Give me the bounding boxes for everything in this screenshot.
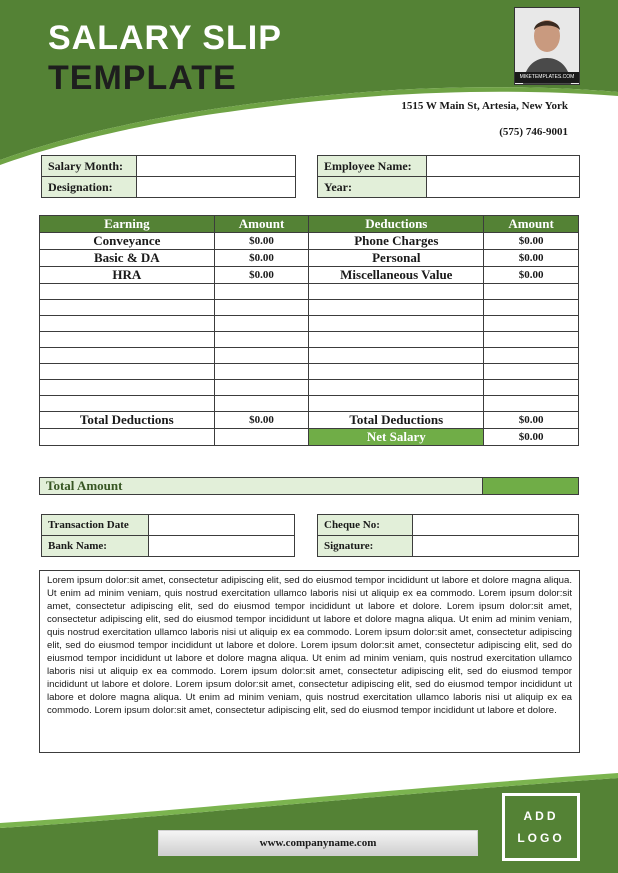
earning-amount-cell[interactable] bbox=[214, 316, 309, 332]
table-row bbox=[40, 332, 579, 348]
earning-amount-cell[interactable]: $0.00 bbox=[214, 267, 309, 284]
deduction-amount-cell[interactable]: $0.00 bbox=[484, 233, 579, 250]
designation-field[interactable] bbox=[137, 177, 296, 198]
earning-amount-cell[interactable] bbox=[214, 284, 309, 300]
deduction-cell[interactable] bbox=[309, 316, 484, 332]
earning-amount-cell[interactable] bbox=[214, 332, 309, 348]
earning-amount-cell[interactable]: $0.00 bbox=[214, 233, 309, 250]
earning-amount-cell[interactable]: $0.00 bbox=[214, 412, 309, 429]
deduction-cell[interactable]: Total Deductions bbox=[309, 412, 484, 429]
deduction-amount-cell[interactable] bbox=[484, 284, 579, 300]
deduction-cell[interactable]: Personal bbox=[309, 250, 484, 267]
employee-name-label: Employee Name: bbox=[318, 156, 427, 177]
bank-name-label: Bank Name: bbox=[42, 536, 149, 557]
table-row bbox=[40, 316, 579, 332]
transaction-date-field[interactable] bbox=[149, 515, 295, 536]
earning-cell[interactable] bbox=[40, 332, 215, 348]
table-row bbox=[40, 348, 579, 364]
table-row bbox=[40, 284, 579, 300]
earning-cell[interactable] bbox=[40, 300, 215, 316]
deduction-amount-cell[interactable] bbox=[484, 396, 579, 412]
logo-text-line-2: LOGO bbox=[517, 831, 565, 845]
net-salary-value[interactable]: $0.00 bbox=[484, 429, 579, 446]
designation-label: Designation: bbox=[42, 177, 137, 198]
notes-text-box: Lorem ipsum dolor:sit amet, consectetur adipiscing elit, sed do eiusmod tempor incididunt ut labore et dolore magna aliqua. Ut enim ad minim veniam, quis nostrud exercitation ullamco laboris nisi ut aliquip ex ea commodo. Lorem ipsum dolor:sit amet, consectetur adipiscing elit, sed do eiusmod tempor incididunt ut labore et dolore. Lorem ipsum dolor:sit amet, consectetur adipiscing elit, sed do eiusmod tempor incididunt ut labore et dolore magna aliqua. Ut enim ad minim veniam, quis nostrud exercitation ullamco laboris nisi ut aliquip ex ea commodo. Lorem ipsum dolor:sit amet, consectetur adipiscing elit, sed do eiusmod tempor incididunt ut labore et dolore. Lorem ipsum dolor:sit amet, consectetur adipiscing elit, sed do eiusmod tempor incididunt ut labore et dolore magna aliqua. Ut enim ad minim veniam, quis nostrud exercitation ullamco laboris nisi ut aliquip ex ea commodo. Lorem ipsum dolor:sit amet, consectetur adipiscing elit, sed do eiusmod tempor incididunt ut labore et dolore. Lorem ipsum dolor:sit amet, consectetur adipiscing elit, sed do eiusmod tempor incididunt ut labore et dolore magna aliqua. Ut enim ad minim veniam, quis nostrud exercitation ullamco laboris nisi ut aliquip ex ea commodo. Lorem ipsum dolor:sit amet, consectetur adipiscing elit, sed do eiusmod tempor incididunt ut labore et dolore. bbox=[39, 570, 580, 753]
header-earning-amount: Amount bbox=[214, 216, 309, 233]
earning-cell[interactable]: HRA bbox=[40, 267, 215, 284]
table-row bbox=[40, 380, 579, 396]
earning-amount-cell[interactable] bbox=[214, 348, 309, 364]
header-deduction-amount: Amount bbox=[484, 216, 579, 233]
title-line-2: TEMPLATE bbox=[48, 59, 237, 97]
salary-month-field[interactable] bbox=[137, 156, 296, 177]
payment-info-right bbox=[317, 514, 579, 557]
table-row bbox=[40, 250, 579, 267]
employee-info-left bbox=[41, 155, 296, 198]
net-row-empty-1[interactable] bbox=[40, 429, 215, 446]
employee-info-right bbox=[317, 155, 580, 198]
earning-amount-cell[interactable] bbox=[214, 396, 309, 412]
company-address: 1515 W Main St, Artesia, New York bbox=[401, 100, 568, 112]
deduction-cell[interactable] bbox=[309, 300, 484, 316]
deduction-cell[interactable]: Miscellaneous Value bbox=[309, 267, 484, 284]
earnings-deductions-table bbox=[39, 215, 579, 446]
table-row bbox=[40, 233, 579, 250]
cheque-no-label: Cheque No: bbox=[318, 515, 413, 536]
earning-amount-cell[interactable]: $0.00 bbox=[214, 250, 309, 267]
deduction-cell[interactable] bbox=[309, 380, 484, 396]
table-row bbox=[40, 412, 579, 429]
company-phone: (575) 746-9001 bbox=[499, 126, 568, 138]
deduction-cell[interactable] bbox=[309, 332, 484, 348]
deduction-amount-cell[interactable] bbox=[484, 316, 579, 332]
earning-cell[interactable]: Total Deductions bbox=[40, 412, 215, 429]
deduction-cell[interactable] bbox=[309, 364, 484, 380]
earning-cell[interactable] bbox=[40, 348, 215, 364]
earning-cell[interactable]: Basic & DA bbox=[40, 250, 215, 267]
year-label: Year: bbox=[318, 177, 427, 198]
earning-cell[interactable] bbox=[40, 364, 215, 380]
deduction-amount-cell[interactable]: $0.00 bbox=[484, 250, 579, 267]
table-row bbox=[40, 267, 579, 284]
net-row-empty-2[interactable] bbox=[214, 429, 309, 446]
earning-cell[interactable] bbox=[40, 396, 215, 412]
title-line-1: SALARY SLIP bbox=[48, 19, 282, 57]
earning-cell[interactable] bbox=[40, 316, 215, 332]
photo-caption: MIKETEMPLATES.COM bbox=[515, 72, 579, 83]
deduction-amount-cell[interactable] bbox=[484, 348, 579, 364]
earning-cell[interactable]: Conveyance bbox=[40, 233, 215, 250]
cheque-no-field[interactable] bbox=[413, 515, 579, 536]
earning-amount-cell[interactable] bbox=[214, 364, 309, 380]
bank-name-field[interactable] bbox=[149, 536, 295, 557]
earning-amount-cell[interactable] bbox=[214, 300, 309, 316]
earning-cell[interactable] bbox=[40, 380, 215, 396]
total-amount-row bbox=[39, 477, 579, 495]
deduction-cell[interactable] bbox=[309, 284, 484, 300]
company-website[interactable]: www.companyname.com bbox=[158, 830, 478, 856]
table-row bbox=[40, 364, 579, 380]
deduction-amount-cell[interactable] bbox=[484, 380, 579, 396]
logo-text-line-1: ADD bbox=[523, 809, 559, 823]
earning-amount-cell[interactable] bbox=[214, 380, 309, 396]
year-field[interactable] bbox=[427, 177, 580, 198]
deduction-cell[interactable] bbox=[309, 348, 484, 364]
signature-field[interactable] bbox=[413, 536, 579, 557]
net-salary-row bbox=[40, 429, 579, 446]
table-row bbox=[40, 300, 579, 316]
deduction-amount-cell[interactable] bbox=[484, 332, 579, 348]
deduction-amount-cell[interactable]: $0.00 bbox=[484, 267, 579, 284]
transaction-date-label: Transaction Date bbox=[42, 515, 149, 536]
net-salary-label: Net Salary bbox=[309, 429, 484, 446]
table-body bbox=[40, 233, 579, 446]
total-amount-value[interactable] bbox=[483, 478, 579, 495]
signature-label: Signature: bbox=[318, 536, 413, 557]
salary-month-label: Salary Month: bbox=[42, 156, 137, 177]
header-earning: Earning bbox=[40, 216, 215, 233]
deduction-cell[interactable] bbox=[309, 396, 484, 412]
table-row bbox=[40, 396, 579, 412]
header-deductions: Deductions bbox=[309, 216, 484, 233]
deduction-cell[interactable]: Phone Charges bbox=[309, 233, 484, 250]
employee-name-field[interactable] bbox=[427, 156, 580, 177]
deduction-amount-cell[interactable] bbox=[484, 364, 579, 380]
deduction-amount-cell[interactable]: $0.00 bbox=[484, 412, 579, 429]
deduction-amount-cell[interactable] bbox=[484, 300, 579, 316]
earning-cell[interactable] bbox=[40, 284, 215, 300]
payment-info-left bbox=[41, 514, 295, 557]
logo-placeholder[interactable] bbox=[502, 793, 580, 861]
total-amount-label: Total Amount bbox=[40, 478, 483, 495]
